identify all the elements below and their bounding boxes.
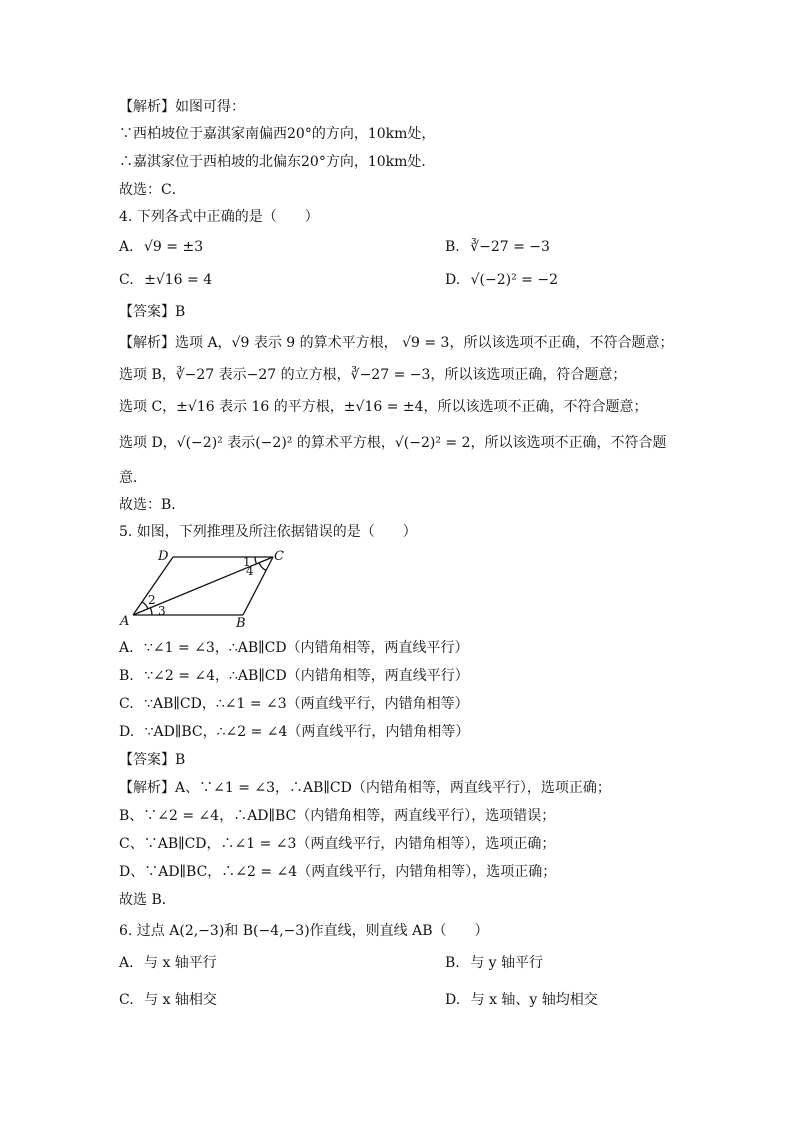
analysis-line: ∵西柏坡位于嘉淇家南偏西20°的方向，10km处， xyxy=(119,126,436,142)
option-label: A. xyxy=(119,239,134,255)
conclusion: 故选 B． xyxy=(119,892,176,908)
analysis-line: 【解析】选项 A，√9 表示 9 的算术平方根， √9 = 3，所以该选项不正确，不符合题意； xyxy=(119,335,674,351)
conclusion: 故选：B． xyxy=(119,497,186,513)
vertex-label-d: D xyxy=(158,549,169,564)
analysis-line: B、∵∠2 = ∠4，∴AD∥BC（内错角相等，两直线平行），选项错误； xyxy=(119,808,556,824)
option-b xyxy=(445,953,543,973)
option-a xyxy=(119,638,469,658)
angle-arc-4 xyxy=(259,563,266,571)
answer: 【答案】B xyxy=(119,752,186,768)
analysis-line: 选项 C，±√16 表示 16 的平方根，±√16 = ±4，所以该选项不正确，不符合题意； xyxy=(119,399,648,415)
angle-label-4: 4 xyxy=(246,564,254,578)
angle-label-1: 1 xyxy=(243,555,251,569)
analysis-line: 意． xyxy=(119,470,147,486)
option-text: 与 x 轴相交 xyxy=(144,992,217,1008)
option-label: C. xyxy=(119,696,134,712)
analysis-line: D、∵AD∥BC，∴∠2 = ∠4（两直线平行，内错角相等），选项正确； xyxy=(119,864,557,880)
angle-arc-3 xyxy=(151,608,153,615)
option-d xyxy=(119,722,469,742)
option-text: 与 y 轴平行 xyxy=(470,955,544,971)
option-label: D. xyxy=(445,992,461,1008)
question-stem: 4. 下列各式中正确的是（ ） xyxy=(119,209,319,225)
option-text: ±√16 = 4 xyxy=(144,272,213,288)
angle-label-3: 3 xyxy=(158,604,166,618)
analysis-line: 选项 D，√(−2)² 表示(−2)² 的算术平方根，√(−2)² = 2，所以该选项不正确，不符合题 xyxy=(119,435,667,451)
option-b xyxy=(119,666,469,686)
option-text: √9 = ±3 xyxy=(144,239,204,255)
option-label: B. xyxy=(445,239,460,255)
option-text: ∵AD∥BC，∴∠2 = ∠4（两直线平行，内错角相等） xyxy=(144,724,470,740)
option-d xyxy=(445,990,598,1010)
option-text: 与 x 轴、y 轴均相交 xyxy=(470,992,598,1008)
option-c xyxy=(119,990,217,1010)
vertex-label-b: B xyxy=(236,616,246,627)
option-a xyxy=(119,953,217,973)
vertex-label-c: C xyxy=(274,549,284,564)
vertex-label-a: A xyxy=(120,614,130,627)
option-d xyxy=(445,270,558,290)
option-text: 与 x 轴平行 xyxy=(144,955,217,971)
option-text: ∵AB∥CD，∴∠1 = ∠3（两直线平行，内错角相等） xyxy=(144,696,469,712)
conclusion: 故选：C． xyxy=(119,182,186,198)
question-stem: 6. 过点 A(2,−3)和 B(−4,−3)作直线，则直线 AB（ ） xyxy=(119,923,489,939)
parallelogram-figure xyxy=(118,545,293,627)
analysis-intro: 【解析】如图可得： xyxy=(119,99,245,115)
option-text: ∛−27 = −3 xyxy=(470,239,550,255)
option-label: C. xyxy=(119,272,134,288)
angle-arc-1 xyxy=(255,557,257,564)
option-text: ∵∠2 = ∠4，∴AB∥CD（内错角相等，两直线平行） xyxy=(144,668,469,684)
option-text: ∵∠1 = ∠3，∴AB∥CD（内错角相等，两直线平行） xyxy=(144,640,469,656)
option-b xyxy=(445,237,550,257)
analysis-line: C、∵AB∥CD，∴∠1 = ∠3（两直线平行，内错角相等），选项正确； xyxy=(119,836,556,852)
option-c xyxy=(119,270,212,290)
analysis-line: 【解析】A、∵∠1 = ∠3，∴AB∥CD（内错角相等，两直线平行），选项正确； xyxy=(119,780,611,796)
option-label: D. xyxy=(445,272,461,288)
option-c xyxy=(119,694,469,714)
option-label: A. xyxy=(119,955,134,971)
option-label: A. xyxy=(119,640,134,656)
option-label: C. xyxy=(119,992,134,1008)
option-label: B. xyxy=(445,955,460,971)
answer: 【答案】B xyxy=(119,304,186,320)
analysis-line: 选项 B，∛−27 表示−27 的立方根，∛−27 = −3，所以该选项正确，符合题意； xyxy=(119,367,627,383)
analysis-line: ∴嘉淇家位于西柏坡的北偏东20°方向，10km处． xyxy=(119,154,436,170)
option-label: D. xyxy=(119,724,135,740)
question-stem: 5. 如图，下列推理及所注依据错误的是（ ） xyxy=(119,524,417,540)
option-text: √(−2)² = −2 xyxy=(470,272,559,288)
angle-label-2: 2 xyxy=(148,593,156,607)
option-a xyxy=(119,237,203,257)
option-label: B. xyxy=(119,668,134,684)
